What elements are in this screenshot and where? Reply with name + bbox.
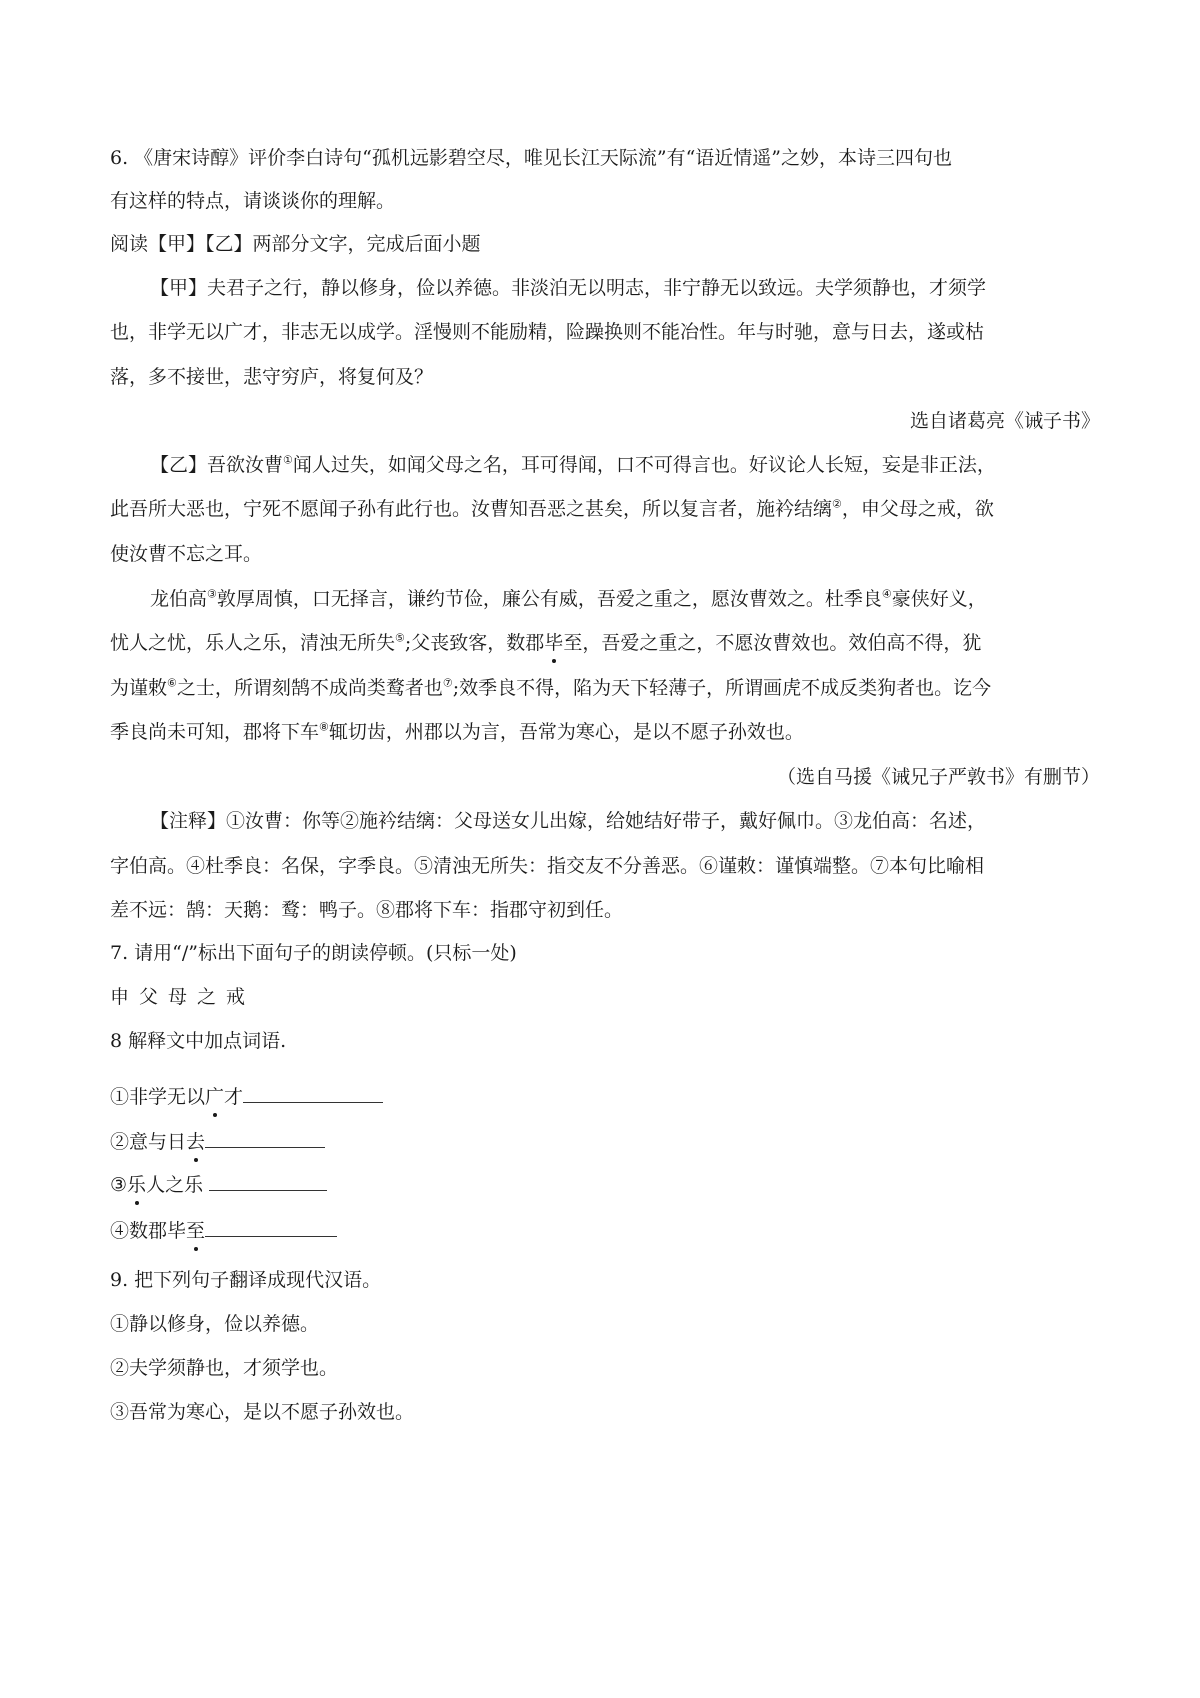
footnote-ref: ④	[881, 587, 892, 601]
yi-text: 闻人过失，如闻父母之名，耳可得闻，口不可得言也。好议论人长短，妄是非正法，	[292, 454, 996, 476]
q8-item-4	[110, 1214, 1100, 1246]
jia-source: 选自诸葛亮《诫子书》	[909, 410, 1100, 432]
yi-p1-line-2	[110, 494, 1100, 524]
q9-prompt: 9. 把下列句子翻译成现代汉语。	[110, 1269, 382, 1291]
yi-text: 辄切齿，州郡以为言，吾常为寒心，是以不愿子孙效也。	[328, 721, 804, 743]
yi-p2-line-1	[150, 584, 1100, 614]
q8-prompt: 8 解释文中加点词语.	[110, 1030, 287, 1052]
dotted-word: 去	[186, 1127, 205, 1157]
q8-text: 人之乐	[146, 1174, 210, 1196]
yi-p2-line-2	[110, 628, 1100, 658]
footnote-ref: ②	[832, 497, 842, 511]
footnote-ref: ⑥	[167, 676, 177, 690]
footnote-ref: ①	[283, 453, 293, 467]
footnote-ref: ⑦	[442, 676, 453, 690]
q9-item-1: ①静以修身，俭以养德。	[110, 1313, 320, 1335]
yi-text: 龙伯高	[150, 588, 208, 610]
q6-line-2: 有这样的特点，请谈谈你的理解。	[110, 190, 396, 212]
reading-intro: 阅读【甲】【乙】两部分文字，完成后面小题	[110, 233, 481, 255]
yi-text: ;父丧致客，数郡	[404, 632, 545, 654]
answer-blank[interactable]	[205, 1214, 337, 1237]
q6-line-1: 6. 《唐宋诗醇》评价李白诗句“孤机远影碧空尽，唯见长江天际流”有“语近情遥”之妙，本诗三四句也	[110, 147, 953, 169]
jia-line-1: 【甲】夫君子之行，静以修身，俭以养德。非淡泊无以明志，非宁静无以致远。夫学须静也，才须学	[150, 277, 987, 299]
jia-line-3: 落，多不接世，悲守穷庐，将复何及？	[110, 366, 434, 388]
q8-text: ①非学无以	[110, 1086, 206, 1108]
yi-text: 至，吾爱之重之，不愿汝曹效也。效伯高不得，犹	[563, 632, 982, 654]
yi-text: 为谨敕	[110, 677, 168, 699]
q7-prompt: 7. 请用“/”标出下面句子的朗读停顿。(只标一处)	[110, 942, 517, 964]
yi-text: 【乙】吾欲汝曹	[150, 454, 284, 476]
q8-item-1	[110, 1080, 1100, 1112]
q8-text: 才	[224, 1086, 244, 1108]
q8-text: ④数郡毕	[110, 1220, 187, 1242]
yi-p1-line-3: 使汝曹不忘之耳。	[110, 543, 263, 565]
answer-blank[interactable]	[243, 1080, 383, 1103]
q8-text: ②意与日	[110, 1131, 187, 1153]
notes-line-3: 差不远：鹄：天鹅：鹜：鸭子。⑧郡将下车：指郡守初到任。	[110, 899, 624, 921]
footnote-ref: ⑤	[395, 631, 405, 645]
footnote-ref: ⑧	[319, 720, 329, 734]
yi-p2-line-4	[110, 717, 1100, 747]
answer-blank[interactable]	[205, 1125, 325, 1148]
yi-text: ，申父母之戒，欲	[841, 498, 994, 520]
yi-source: （选自马援《诫兄子严敦书》有删节）	[776, 766, 1100, 788]
dotted-word: 至	[186, 1216, 205, 1246]
yi-p2-line-3	[110, 673, 1100, 703]
yi-text: 之士，所谓刻鹄不成尚类鹜者也	[176, 677, 443, 699]
yi-p1-line-1	[150, 450, 1100, 480]
yi-text: 忧人之忧，乐人之乐，清浊无所失	[110, 632, 396, 654]
dotted-word: 毕	[544, 628, 563, 658]
q9-item-3: ③吾常为寒心，是以不愿子孙效也。	[110, 1401, 415, 1423]
yi-text: 豪侠好义，	[891, 588, 987, 610]
q8-item-2	[110, 1125, 1100, 1157]
yi-text: 季良尚未可知，郡将下车	[110, 721, 320, 743]
answer-blank[interactable]	[209, 1168, 327, 1191]
q9-item-2: ②夫学须静也，才须学也。	[110, 1357, 339, 1379]
q8-item-3	[110, 1168, 1100, 1200]
yi-text: ;效季良不得，陷为天下轻薄子，所谓画虎不成反类狗者也。讫今	[452, 677, 992, 699]
q7-sentence: 申父母之戒	[110, 986, 256, 1008]
notes-line-1: 【注释】①汝曹：你等②施衿结缡：父母送女儿出嫁，给她结好带子，戴好佩巾。③龙伯高：名述，	[150, 810, 987, 832]
footnote-ref: ③	[207, 587, 217, 601]
yi-text: 敦厚周慎，口无择言，谦约节俭，廉公有威，吾爱之重之，愿汝曹效之。杜季良	[216, 588, 882, 610]
jia-line-2: 也，非学无以广才，非志无以成学。淫慢则不能励精，险躁换则不能冶性。年与时驰，意与日去，遂或枯	[110, 321, 985, 343]
dotted-word: 乐	[127, 1170, 146, 1200]
dotted-word: 广	[205, 1082, 224, 1112]
yi-text: 此吾所大恶也，宁死不愿闻子孙有此行也。汝曹知吾恶之甚矣，所以复言者，施衿结缡	[110, 498, 833, 520]
notes-line-2: 字伯高。④杜季良：名保，字季良。⑤清浊无所失：指交友不分善恶。⑥谨敕：谨慎端整。⑦本句比喻相	[110, 855, 985, 877]
q8-text: ③	[110, 1174, 128, 1196]
